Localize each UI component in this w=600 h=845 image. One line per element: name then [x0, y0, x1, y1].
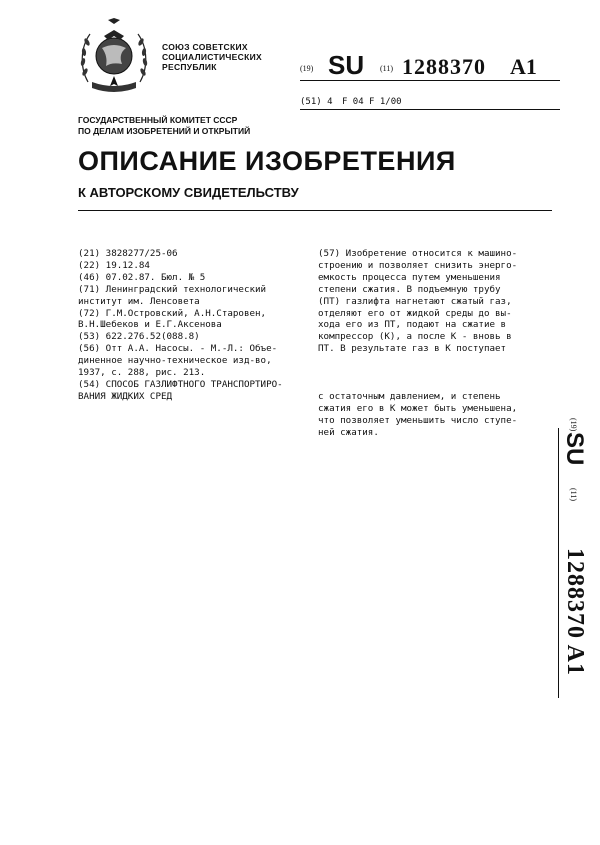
org-line: СОЮЗ СОВЕТСКИХ	[162, 42, 248, 52]
biblio-line: В.Н.Шебеков и Е.Г.Аксенова	[78, 319, 222, 331]
committee-line: ГОСУДАРСТВЕННЫЙ КОМИТЕТ СССР	[78, 115, 238, 125]
spacer	[318, 355, 558, 391]
biblio-line: (71) Ленинградский технологический	[78, 283, 267, 295]
abstract-line: строению и позволяет снизить энерго-	[318, 259, 518, 271]
bibliographic-data	[78, 248, 308, 403]
side-country-code: SU	[561, 432, 588, 466]
kind-code: A1	[510, 54, 537, 79]
ipc-label: (51) 4	[300, 97, 333, 107]
divider	[558, 428, 559, 698]
abstract	[318, 248, 558, 439]
abstract-line: хода его из ПТ, подают на сжатие в	[318, 319, 507, 331]
publication-number	[300, 52, 560, 82]
state-emblem-icon	[78, 18, 150, 98]
abstract-line: что позволяет уменьшить число ступе-	[318, 414, 518, 426]
ipc-value: F 04 F 1/00	[341, 97, 402, 107]
committee-line: ПО ДЕЛАМ ИЗОБРЕТЕНИЙ И ОТКРЫТИЙ	[78, 126, 251, 136]
country-code: SU	[328, 50, 365, 80]
abstract-line: отделяют его от жидкой среды до вы-	[318, 307, 512, 319]
biblio-line: ВАНИЯ ЖИДКИХ СРЕД	[78, 390, 173, 402]
abstract-line: емкость процесса путем уменьшения	[318, 271, 501, 283]
abstract-line: (57) Изобретение относится к машино-	[318, 248, 518, 259]
side-code-11: (11)	[569, 488, 578, 502]
biblio-line: (72) Г.М.Островский, А.Н.Старовен,	[78, 307, 267, 319]
abstract-line: степени сжатия. В подъемную трубу	[318, 283, 501, 295]
org-line: СОЦИАЛИСТИЧЕСКИХ	[162, 52, 262, 62]
side-patent-number: 1288370 A1	[562, 548, 588, 677]
biblio-line: (54) СПОСОБ ГАЗЛИФТНОГО ТРАНСПОРТИРО-	[78, 378, 283, 390]
side-code-19: (19)	[569, 418, 578, 432]
committee-name	[78, 115, 250, 137]
side-publication-number	[548, 418, 588, 698]
biblio-line: (21) 3828277/25-06	[78, 248, 178, 259]
code-19: (19)	[300, 64, 314, 73]
ipc-classification	[300, 97, 560, 107]
biblio-line: институт им. Ленсовета	[78, 295, 200, 307]
abstract-line: ПТ. В результате газ в К поступает	[318, 343, 507, 355]
abstract-line: (ПТ) газлифта нагнетают сжатый газ,	[318, 295, 512, 307]
biblio-line: (53) 622.276.52(088.8)	[78, 331, 200, 343]
biblio-line: (56) Отт А.А. Насосы. - М.-Л.: Объе-	[78, 343, 278, 355]
org-line: РЕСПУБЛИК	[162, 62, 217, 72]
divider	[300, 109, 560, 110]
divider	[300, 80, 560, 81]
biblio-line: (46) 07.02.87. Бюл. № 5	[78, 271, 206, 283]
document-subtitle: К АВТОРСКОМУ СВИДЕТЕЛЬСТВУ	[78, 185, 299, 200]
patent-number: 1288370	[402, 54, 486, 79]
abstract-line: с остаточным давлением, и степень	[318, 391, 501, 403]
organization-name	[162, 42, 262, 72]
biblio-line: 1937, с. 288, рис. 213.	[78, 367, 206, 379]
code-11: (11)	[380, 64, 394, 73]
biblio-line: (22) 19.12.84	[78, 259, 150, 271]
biblio-line: диненное научно-техническое изд-во,	[78, 355, 272, 367]
divider	[78, 210, 552, 211]
document-title: ОПИСАНИЕ ИЗОБРЕТЕНИЯ	[78, 146, 456, 176]
abstract-line: ней сжатия.	[318, 426, 379, 438]
abstract-line: компрессор (К), а после К - вновь в	[318, 331, 512, 343]
abstract-line: сжатия его в К может быть уменьшена,	[318, 403, 518, 415]
